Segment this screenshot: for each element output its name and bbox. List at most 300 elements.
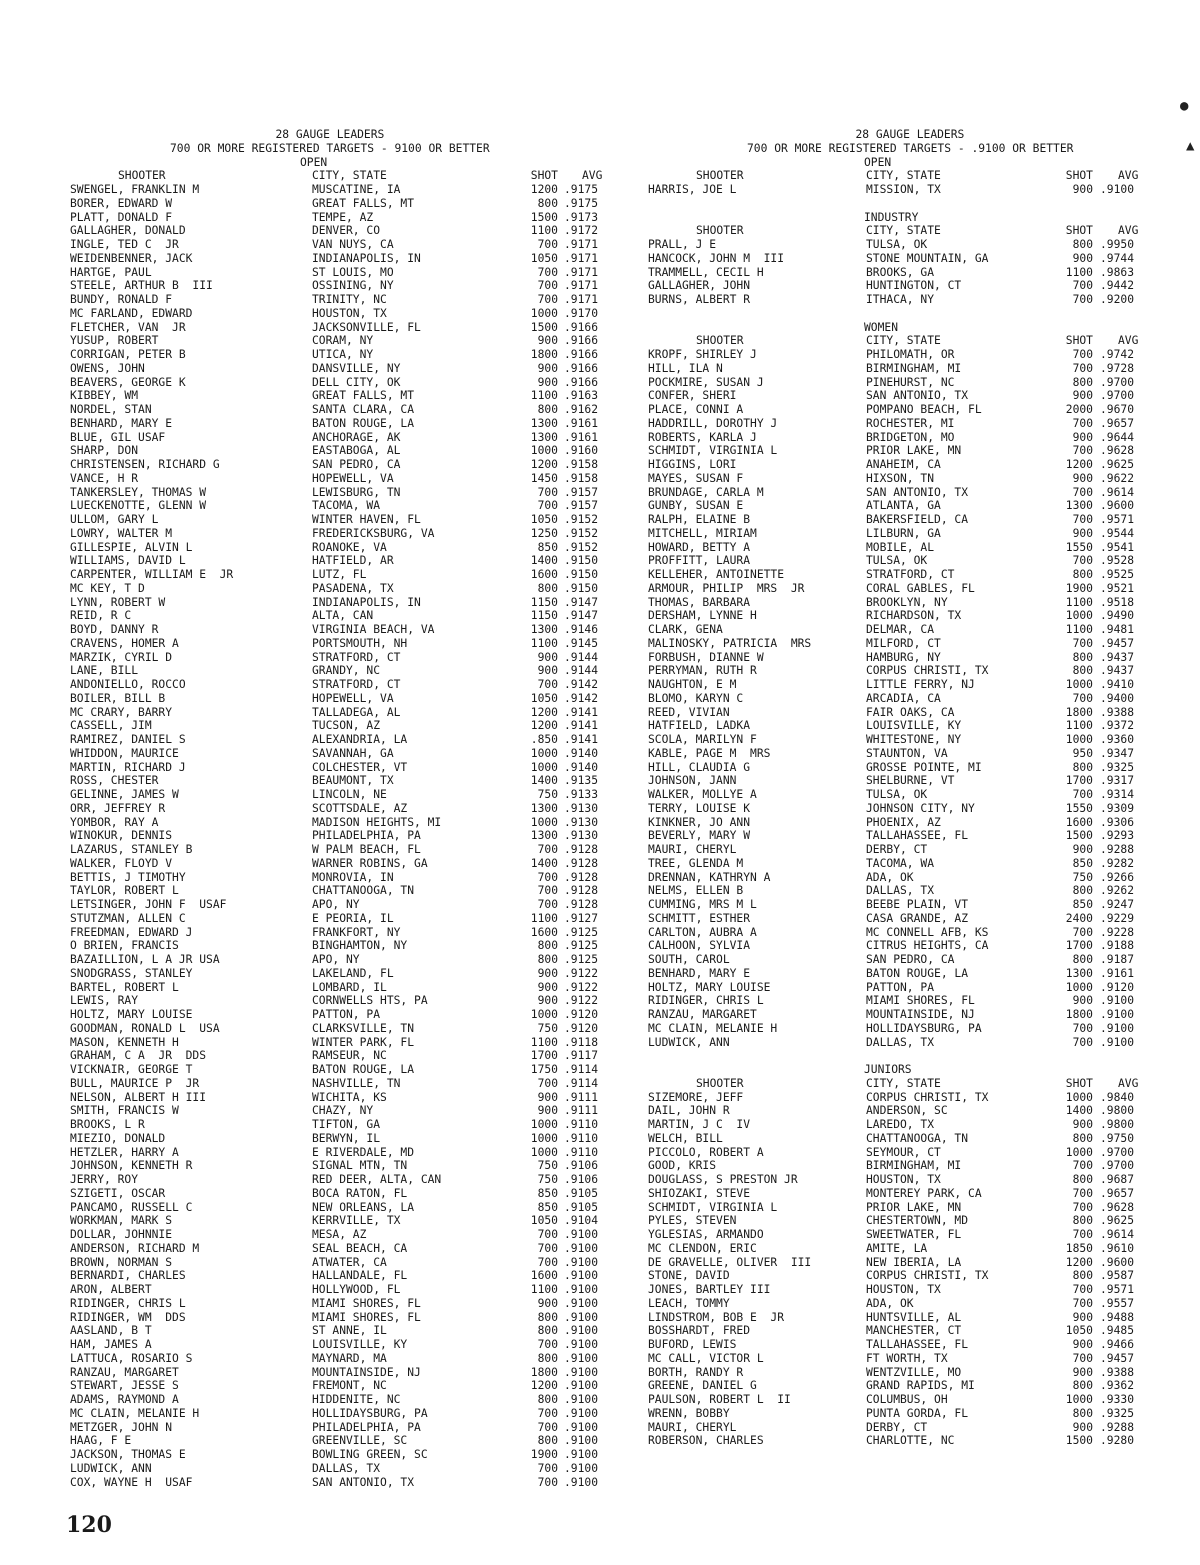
section-title	[648, 1063, 1188, 1077]
average: .9100	[564, 1406, 599, 1420]
shooter-name: LYNN, ROBERT W	[70, 595, 166, 609]
city-state: ARCADIA, CA	[866, 691, 941, 705]
shot-count: 1500	[1065, 829, 1093, 843]
shooter-name: WORKMAN, MARK S	[70, 1214, 173, 1228]
page-number: 120	[66, 1512, 112, 1538]
shooter-name: BOYD, DANNY R	[70, 623, 159, 636]
shooter-name: GUNBY, SUSAN E	[648, 499, 744, 513]
shot-count: 850	[537, 540, 558, 554]
shooter-name: YGLESIAS, ARMANDO	[648, 1228, 764, 1241]
shooter-name: SIZEMORE, JEFF	[648, 1090, 744, 1104]
shot-count: 1000	[1065, 1090, 1093, 1104]
city-state: SAN ANTONIO, TX	[312, 1475, 415, 1489]
shooter-name: HATFIELD, LADKA	[648, 719, 751, 733]
shooter-name: ANDERSON, RICHARD M	[70, 1241, 200, 1255]
city-state: SEYMOUR, CT	[866, 1145, 941, 1159]
table-row	[648, 774, 1188, 788]
shooter-name: SZIGETI, OSCAR	[70, 1186, 166, 1200]
header-shot: SHOT	[1065, 1076, 1093, 1090]
page-subtitle-text: 700 OR MORE REGISTERED TARGETS - 9100 OR BETTER	[170, 141, 490, 155]
city-state: HOLLIDAYSBURG, PA	[866, 1021, 982, 1035]
city-state: SANTA CLARA, CA	[312, 403, 415, 416]
average: .9309	[1100, 801, 1135, 815]
shooter-name: BEVERLY, MARY W	[648, 829, 751, 843]
shooter-name: SCHMITT, ESTHER	[648, 911, 751, 925]
shooter-name: DRENNAN, KATHRYN A	[648, 870, 771, 884]
shot-count: 800	[537, 1434, 558, 1448]
shooter-name: RALPH, ELAINE B	[648, 513, 751, 526]
shooter-name: ARON, ALBERT	[70, 1283, 152, 1296]
city-state: FREMONT, NC	[312, 1379, 387, 1393]
table-row	[648, 472, 1188, 486]
shooter-name: WALKER, MOLLYE A	[648, 788, 757, 801]
city-state: ADA, OK	[866, 870, 914, 884]
table-row	[70, 183, 630, 197]
table-row	[648, 816, 1188, 830]
shot-count: 1300	[530, 623, 558, 636]
table-row	[648, 609, 1188, 623]
shooter-name: TRAMMELL, CECIL H	[648, 265, 764, 279]
city-state: TULSA, OK	[866, 554, 928, 568]
city-state: HATFIELD, AR	[312, 554, 394, 568]
city-state: DALLAS, TX	[866, 884, 935, 898]
city-state: MAYNARD, MA	[312, 1351, 387, 1365]
average: .9490	[1100, 609, 1135, 623]
shooter-name: WINOKUR, DENNIS	[70, 829, 173, 843]
city-state: MESA, AZ	[312, 1228, 367, 1241]
table-row	[648, 1104, 1188, 1118]
city-state: NEW IBERIA, LA	[866, 1255, 962, 1269]
table-row	[648, 706, 1188, 720]
average: .9437	[1100, 650, 1135, 664]
table-row	[648, 513, 1188, 527]
average: .9610	[1100, 1241, 1135, 1255]
city-state: PHOENIX, AZ	[866, 815, 941, 829]
average: .9166	[564, 320, 599, 334]
average: .9170	[564, 306, 599, 320]
table-row	[70, 1201, 630, 1215]
shooter-name: INGLE, TED C JR	[70, 238, 179, 251]
average: .9485	[1100, 1324, 1135, 1338]
page-title-text: 28 GAUGE LEADERS	[275, 128, 385, 141]
table-row	[70, 582, 630, 596]
table-row	[648, 981, 1188, 995]
city-state: ROANOKE, VA	[312, 540, 387, 554]
city-state: ATLANTA, GA	[866, 499, 941, 513]
average: .9347	[1100, 746, 1135, 760]
shooter-name: YUSUP, ROBERT	[70, 334, 159, 348]
table-row	[648, 1146, 1188, 1160]
table-row	[648, 389, 1188, 403]
average: .9587	[1100, 1269, 1135, 1283]
table-row	[648, 664, 1188, 678]
shot-count: 1900	[1065, 581, 1093, 595]
shot-count: 900	[537, 375, 558, 389]
table-row	[70, 513, 630, 527]
table-row	[70, 761, 630, 775]
shot-count: 1600	[530, 1269, 558, 1283]
city-state: BEAUMONT, TX	[312, 774, 394, 788]
shot-count: 700	[1072, 1351, 1093, 1365]
average: .9557	[1100, 1296, 1135, 1310]
table-row	[648, 926, 1188, 940]
shooter-name: PAULSON, ROBERT L II	[648, 1393, 791, 1406]
shooter-name: PLACE, CONNI A	[648, 403, 744, 416]
shooter-name: SWENGEL, FRANKLIN M	[70, 183, 200, 196]
average: .9161	[564, 416, 599, 430]
average: .9150	[564, 581, 599, 595]
table-row	[70, 431, 630, 445]
table-row	[648, 857, 1188, 871]
shooter-name: O BRIEN, FRANCIS	[70, 939, 179, 953]
shooter-name: CALHOON, SYLVIA	[648, 939, 751, 953]
shot-count: 700	[537, 1461, 558, 1475]
city-state: TUCSON, AZ	[312, 719, 381, 733]
city-state: GREENVILLE, SC	[312, 1434, 408, 1448]
table-row	[70, 554, 630, 568]
average: .9657	[1100, 416, 1135, 430]
table-row	[648, 444, 1188, 458]
average: .9187	[1100, 953, 1135, 966]
section-title	[648, 321, 1188, 335]
table-row	[648, 1036, 1188, 1050]
average: .9700	[1100, 1145, 1135, 1159]
shot-count: 1200	[530, 705, 558, 719]
shooter-name: HADDRILL, DOROTHY J	[648, 416, 778, 430]
city-state: MISSION, TX	[866, 183, 941, 196]
shot-count: 1000	[530, 1145, 558, 1159]
shot-count: 1800	[530, 348, 558, 361]
shooter-name: LOWRY, WALTER M	[70, 526, 173, 540]
shooter-name: FLETCHER, VAN JR	[70, 320, 186, 334]
shooter-name: LEACH, TOMMY	[648, 1296, 730, 1310]
city-state: MIAMI SHORES, FL	[866, 994, 975, 1008]
shot-count: 950	[1072, 746, 1093, 760]
average: .9100	[1100, 994, 1135, 1008]
shot-count: 700	[1072, 361, 1093, 375]
shooter-name: CASSELL, JIM	[70, 719, 152, 733]
city-state: NASHVILLE, TN	[312, 1076, 401, 1090]
average: .9105	[564, 1186, 599, 1200]
shot-count: 850	[537, 1186, 558, 1200]
table-row	[648, 788, 1188, 802]
shot-count: 700	[1072, 1159, 1093, 1173]
shooter-name: GOODMAN, RONALD L USA	[70, 1021, 220, 1035]
table-row	[70, 788, 630, 802]
shot-count: 800	[1072, 568, 1093, 581]
average: .9544	[1100, 526, 1135, 540]
average: .9314	[1100, 788, 1135, 801]
table-row	[70, 1407, 630, 1421]
table-row	[648, 1269, 1188, 1283]
shot-count: 900	[537, 994, 558, 1008]
average: .9840	[1100, 1090, 1135, 1104]
section-industry: INDUSTRY	[864, 210, 919, 224]
average: .9158	[564, 458, 599, 471]
shooter-name: BULL, MAURICE P JR	[70, 1076, 200, 1090]
table-row	[70, 197, 630, 211]
average: .9188	[1100, 939, 1135, 953]
city-state: ALEXANDRIA, LA	[312, 733, 408, 746]
city-state: HOLLYWOOD, FL	[312, 1283, 401, 1296]
average: .9466	[1100, 1338, 1135, 1351]
average: .9104	[564, 1214, 599, 1228]
shot-count: 700	[1072, 691, 1093, 705]
shot-count: 1050	[530, 691, 558, 705]
shot-count: 1000	[530, 1008, 558, 1021]
shot-count: 1400	[530, 774, 558, 788]
table-row	[70, 1283, 630, 1297]
average: .9173	[564, 210, 599, 224]
shot-count: 1100	[530, 1283, 558, 1296]
average: .9140	[564, 760, 599, 774]
average: .9100	[564, 1379, 599, 1393]
average: .9100	[564, 1255, 599, 1269]
section-title	[648, 156, 1188, 170]
average: .9644	[1100, 430, 1135, 444]
city-state: STRATFORD, CT	[312, 678, 401, 691]
shooter-name: RIDINGER, WM DDS	[70, 1310, 186, 1324]
city-state: DALLAS, TX	[866, 1035, 935, 1049]
city-state: ALTA, CAN	[312, 609, 374, 623]
table-row	[648, 1159, 1188, 1173]
average: .9175	[564, 196, 599, 210]
table-row	[70, 1393, 630, 1407]
city-state: BOCA RATON, FL	[312, 1186, 408, 1200]
average: .9571	[1100, 513, 1135, 526]
shot-count: 1050	[1065, 1324, 1093, 1338]
shot-count: 900	[537, 361, 558, 375]
city-state: BATON ROUGE, LA	[866, 966, 969, 980]
table-row	[70, 994, 630, 1008]
average: .9141	[564, 705, 599, 719]
city-state: PHILOMATH, OR	[866, 348, 955, 361]
table-row	[70, 293, 630, 307]
shooter-name: OWENS, JOHN	[70, 361, 145, 375]
table-row	[648, 1008, 1188, 1022]
shot-count: 800	[537, 939, 558, 953]
shooter-name: KIBBEY, WM	[70, 389, 139, 403]
shot-count: 900	[537, 650, 558, 664]
city-state: PASADENA, TX	[312, 581, 394, 595]
table-row	[648, 1118, 1188, 1132]
shot-count: 1000	[1065, 1393, 1093, 1406]
shot-count: 800	[1072, 884, 1093, 898]
shooter-name: JOHNSON, JANN	[648, 774, 737, 788]
average: .9161	[564, 430, 599, 444]
shooter-name: JOHNSON, KENNETH R	[70, 1159, 193, 1173]
shot-count: 900	[537, 1090, 558, 1104]
average: .9147	[564, 609, 599, 623]
city-state: ROCHESTER, MI	[866, 416, 955, 430]
shot-count: 700	[537, 1241, 558, 1255]
table-row	[70, 719, 630, 733]
city-state: STRATFORD, CT	[312, 650, 401, 664]
city-state: HOUSTON, TX	[866, 1173, 941, 1186]
average: .9100	[564, 1338, 599, 1351]
shot-count: 1400	[530, 554, 558, 568]
shooter-name: RIDINGER, CHRIS L	[70, 1296, 186, 1310]
shooter-name: MAYES, SUSAN F	[648, 471, 744, 485]
average: .9614	[1100, 1228, 1135, 1241]
average: .9100	[564, 1461, 599, 1475]
average: .9140	[564, 746, 599, 760]
shooter-name: VICKNAIR, GEORGE T	[70, 1063, 193, 1076]
spacer	[648, 197, 1188, 211]
table-row	[70, 1077, 630, 1091]
average: .9175	[564, 183, 599, 196]
average: .9100	[564, 1296, 599, 1310]
shooter-name: MC KEY, T D	[70, 581, 145, 595]
table-row	[648, 1256, 1188, 1270]
table-row	[648, 1434, 1188, 1448]
shot-count: 900	[1072, 526, 1093, 540]
shooter-name: CARPENTER, WILLIAM E JR	[70, 568, 234, 581]
shooter-name: GILLESPIE, ALVIN L	[70, 540, 193, 554]
table-row	[648, 1311, 1188, 1325]
table-row	[70, 1228, 630, 1242]
section-title	[648, 211, 1188, 225]
table-row	[648, 417, 1188, 431]
table-row	[70, 637, 630, 651]
average: .9158	[564, 471, 599, 485]
shooter-name: AASLAND, B T	[70, 1324, 152, 1338]
table-row	[70, 389, 630, 403]
shot-count: 900	[537, 980, 558, 994]
city-state: INDIANAPOLIS, IN	[312, 595, 421, 609]
section-title	[70, 156, 630, 170]
shooter-name: WILLIAMS, DAVID L	[70, 554, 186, 568]
table-row	[70, 568, 630, 582]
shooter-name: STEWART, JESSE S	[70, 1379, 179, 1393]
city-state: ANDERSON, SC	[866, 1104, 948, 1118]
header-shot: SHOT	[1065, 334, 1093, 348]
city-state: LILBURN, GA	[866, 526, 941, 540]
city-state: DANSVILLE, NY	[312, 361, 401, 375]
shot-count: 1000	[530, 1131, 558, 1145]
shooter-name: LUDWICK, ANN	[70, 1461, 152, 1475]
average: .9171	[564, 293, 599, 306]
shooter-name: BAZAILLION, L A JR USA	[70, 953, 220, 966]
average: .9541	[1100, 540, 1135, 554]
average: .9100	[564, 1434, 599, 1448]
city-state: DERBY, CT	[866, 1420, 928, 1434]
shooter-name: LUECKENOTTE, GLENN W	[70, 499, 207, 513]
city-state: DERBY, CT	[866, 843, 928, 856]
shooter-name: MARTIN, RICHARD J	[70, 760, 186, 774]
city-state: POMPANO BEACH, FL	[866, 403, 982, 416]
column-header-row	[648, 169, 1188, 183]
average: .9100	[564, 1241, 599, 1255]
city-state: GROSSE POINTE, MI	[866, 760, 982, 774]
table-row	[648, 266, 1188, 280]
average: .9100	[564, 1393, 599, 1406]
table-row	[648, 912, 1188, 926]
average: .9410	[1100, 678, 1135, 691]
shooter-name: HOLTZ, MARY LOUISE	[648, 980, 771, 994]
average: .9600	[1100, 499, 1135, 513]
shot-count: 700	[1072, 788, 1093, 801]
shooter-name: JONES, BARTLEY III	[648, 1283, 771, 1296]
city-state: BERWYN, IL	[312, 1131, 381, 1145]
shot-count: 800	[1072, 1269, 1093, 1283]
city-state: DELMAR, CA	[866, 623, 935, 636]
average: .9330	[1100, 1393, 1135, 1406]
table-row	[648, 871, 1188, 885]
column-header-row	[648, 1077, 1188, 1091]
shot-count: 1150	[530, 595, 558, 609]
shot-count: 1100	[1065, 265, 1093, 279]
city-state: EASTABOGA, AL	[312, 444, 401, 458]
average: .9125	[564, 953, 599, 966]
average: .9130	[564, 829, 599, 843]
table-row	[648, 1187, 1188, 1201]
table-row	[70, 981, 630, 995]
average: .9229	[1100, 911, 1135, 925]
city-state: ST ANNE, IL	[312, 1324, 387, 1338]
header-shooter: SHOOTER	[696, 334, 744, 348]
shot-count: 1800	[1065, 1008, 1093, 1021]
table-row	[648, 967, 1188, 981]
city-state: CASA GRANDE, AZ	[866, 911, 969, 925]
shooter-name: DOLLAR, JOHNNIE	[70, 1228, 173, 1241]
table-row	[70, 1324, 630, 1338]
shooter-name: KELLEHER, ANTOINETTE	[648, 568, 785, 581]
table-row	[648, 898, 1188, 912]
table-row	[70, 1256, 630, 1270]
average: .9120	[564, 1021, 599, 1035]
table-row	[648, 348, 1188, 362]
city-state: FAIR OAKS, CA	[866, 705, 955, 719]
table-row	[648, 554, 1188, 568]
shooter-name: PYLES, STEVEN	[648, 1214, 737, 1228]
average: .9100	[564, 1420, 599, 1434]
table-row	[648, 238, 1188, 252]
spacer	[648, 307, 1188, 321]
table-row	[70, 692, 630, 706]
average: .9171	[564, 279, 599, 293]
average: .9130	[564, 815, 599, 829]
shot-count: 700	[537, 884, 558, 898]
shooter-name: HETZLER, HARRY A	[70, 1145, 179, 1159]
city-state: LINCOLN, NE	[312, 788, 387, 801]
city-state: GREAT FALLS, MT	[312, 196, 415, 210]
shot-count: 800	[1072, 760, 1093, 774]
shooter-name: BUFORD, LEWIS	[648, 1338, 737, 1351]
shooter-name: BOILER, BILL B	[70, 691, 166, 705]
average: .9372	[1100, 719, 1135, 733]
shooter-name: NELSON, ALBERT H III	[70, 1090, 207, 1104]
header-avg: AVG	[582, 169, 603, 183]
average: .9325	[1100, 760, 1135, 774]
average: .9687	[1100, 1173, 1135, 1186]
shot-count: 1100	[530, 224, 558, 238]
table-row	[70, 403, 630, 417]
shooter-name: BORER, EDWARD W	[70, 196, 173, 210]
table-row	[70, 926, 630, 940]
table-row	[70, 1242, 630, 1256]
city-state: WINTER PARK, FL	[312, 1035, 415, 1049]
table-row	[648, 1228, 1188, 1242]
city-state: GREAT FALLS, MT	[312, 389, 415, 403]
shot-count: 1700	[1065, 939, 1093, 953]
average: .9157	[564, 485, 599, 499]
table-row	[70, 829, 630, 843]
table-row	[70, 857, 630, 871]
shot-count: 900	[1072, 183, 1093, 196]
city-state: WINTER HAVEN, FL	[312, 513, 421, 526]
shooter-name: SCOLA, MARILYN F	[648, 733, 757, 746]
